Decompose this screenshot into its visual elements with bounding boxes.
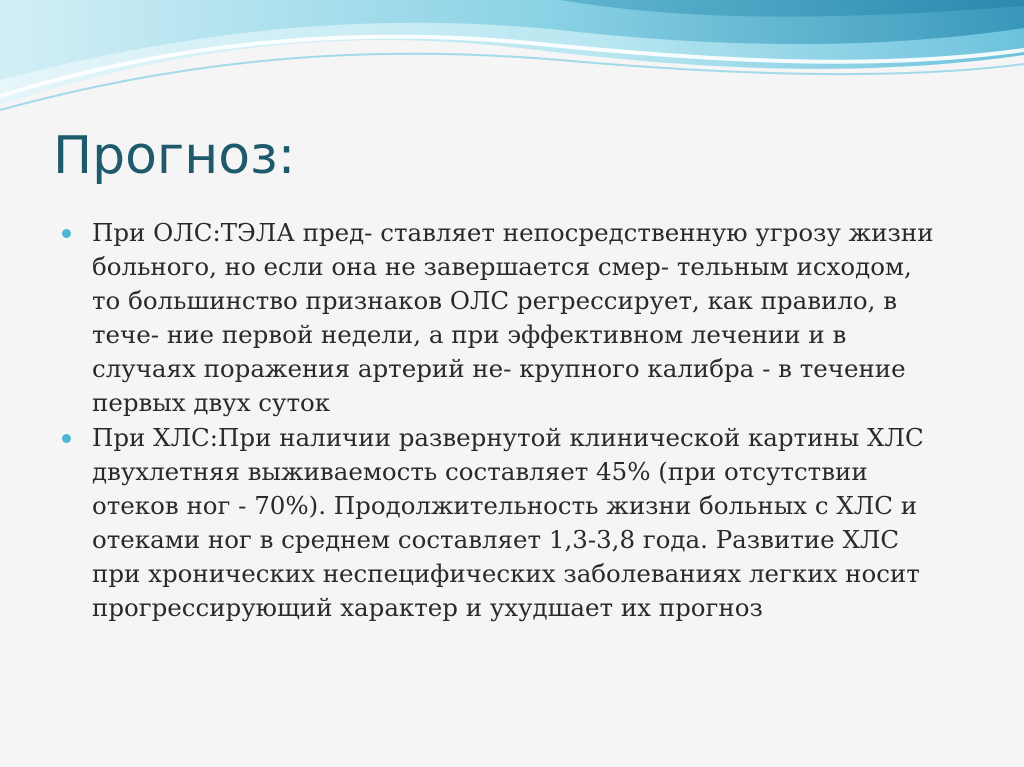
slide-title: Прогноз: (53, 126, 296, 186)
decorative-wave-header (0, 0, 1024, 120)
bullet-list (60, 216, 940, 626)
bullet-dot-icon (62, 434, 71, 443)
bullet-item-ols (60, 216, 940, 420)
bullet-text: При ХЛС:При наличии развернутой клинической картины ХЛС двухлетняя выживаемость составляет 45% (при отсутствии отеков ног - 70%). Продолжительность жизни больных с ХЛС и отеками ног в среднем составляет 1,3-3,8 года. Развитие ХЛС при хронических неспецифических заболеваниях легких носит прогрессирующий характер и ухудшает их прогноз (92, 423, 924, 622)
bullet-text: При ОЛС:ТЭЛА пред- ставляет непосредственную угрозу жизни больного, но если она не завершается смер- тельным исходом, то большинство признаков ОЛС регрессирует, как правило, в тече- ние первой недели, а при эффективном лечении и в случаях поражения артерий не- крупного калибра - в течение первых двух суток (92, 218, 934, 417)
bullet-dot-icon (62, 229, 71, 238)
bullet-item-hls (60, 421, 940, 625)
